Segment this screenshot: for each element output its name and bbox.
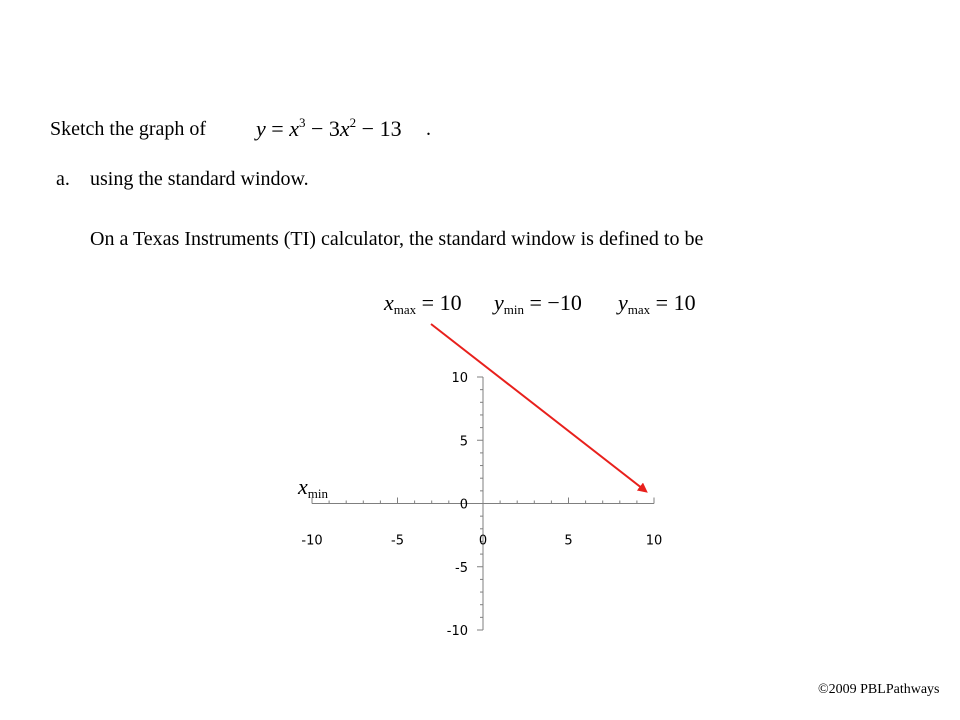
xmin-var: x: [298, 474, 308, 499]
ymax-sub: max: [627, 302, 651, 317]
equation-period: .: [426, 118, 431, 140]
eq-t1-var: x: [289, 116, 299, 141]
ymin-val: −10: [547, 290, 582, 315]
xmax-var: x: [384, 290, 394, 315]
eq-t2-coef: 3: [328, 116, 340, 141]
part-a-marker: a.: [56, 168, 70, 190]
xmax-arrow: [431, 324, 645, 491]
eq-op2: −: [361, 116, 375, 141]
y-tick-label: -10: [446, 624, 468, 639]
xmax-sub: max: [393, 302, 417, 317]
y-tick-label: 10: [451, 371, 468, 386]
eq-t1-exp: 3: [298, 115, 306, 130]
eq-equals: =: [271, 116, 284, 141]
eq-t2-exp: 2: [349, 115, 357, 130]
xmin-sub: min: [307, 486, 328, 501]
ymax-val: 10: [673, 290, 696, 315]
ymin-sub: min: [503, 302, 524, 317]
x-tick-label: 0: [478, 533, 488, 549]
xmax-val: 10: [439, 290, 462, 315]
x-tick-label: 10: [645, 533, 663, 549]
x-tick-label: 5: [564, 533, 573, 549]
ymin-eq: =: [529, 290, 542, 315]
ymax-eq: =: [655, 290, 669, 315]
xmax-eq: =: [421, 290, 435, 315]
part-a-text: using the standard window.: [90, 168, 309, 190]
ymax-var: y: [618, 290, 628, 315]
prompt-text: Sketch the graph of: [50, 118, 207, 140]
y-tick-label: 0: [459, 497, 468, 513]
y-tick-label: -5: [455, 560, 468, 576]
ymin-var: y: [494, 290, 504, 315]
ti-description: On a Texas Instruments (TI) calculator, the standard window is defined to be: [90, 228, 704, 250]
copyright: ©2009 PBLPathways: [818, 682, 940, 697]
y-tick-label: 5: [459, 434, 468, 450]
x-tick-label: -5: [391, 533, 404, 549]
eq-const: 13: [379, 116, 402, 141]
eq-t2-var: x: [339, 116, 350, 141]
eq-lhs: y: [256, 116, 266, 141]
x-tick-label: -10: [301, 533, 323, 549]
eq-op1: −: [310, 116, 324, 141]
